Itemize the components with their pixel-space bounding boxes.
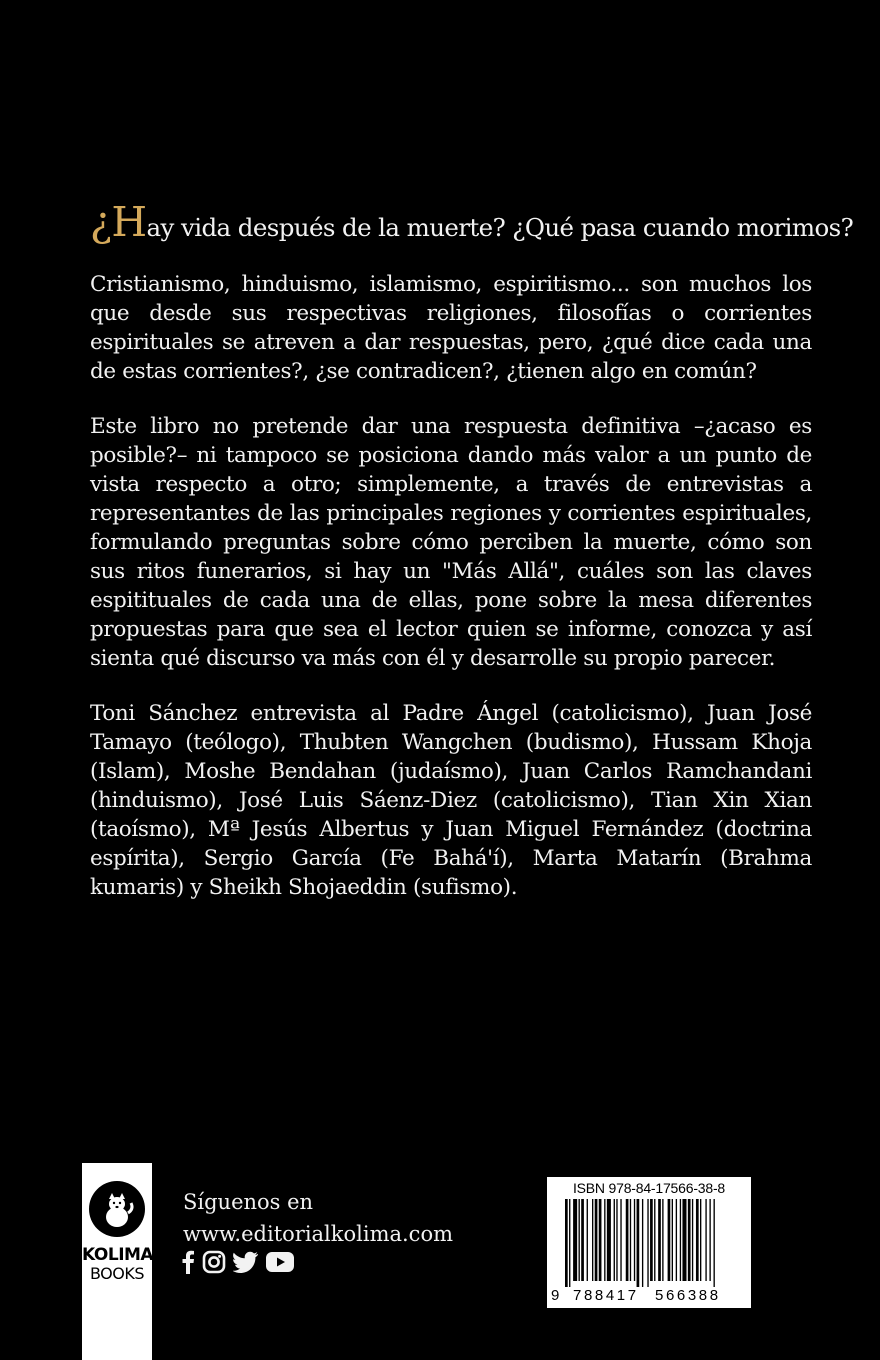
barcode-bar [642, 1199, 643, 1287]
barcode-bars [565, 1199, 735, 1287]
barcode-bar [647, 1199, 648, 1287]
barcode-bar [614, 1199, 615, 1281]
barcode-bar [637, 1199, 640, 1287]
instagram-icon[interactable] [202, 1250, 226, 1278]
kolima-books-logo [82, 1163, 152, 1360]
logo-text-kolima: KOLIMA [82, 1245, 154, 1265]
barcode-bar [595, 1199, 598, 1281]
barcode-bar [573, 1199, 577, 1281]
barcode-bar [662, 1199, 663, 1281]
barcode-bar [607, 1199, 611, 1281]
barcode-bar [676, 1199, 677, 1281]
barcode-bar [700, 1199, 701, 1281]
youtube-icon[interactable] [266, 1252, 294, 1276]
barcode-bar [604, 1199, 605, 1281]
barcode-bar [714, 1199, 715, 1287]
barcode-bar [579, 1199, 580, 1281]
barcode-bar [654, 1199, 655, 1281]
paragraph-religions: Cristianismo, hinduismo, islamismo, espiritismo... son muchos los que desde sus respectivas religiones, filosofías o corrientes espirituales se atreven a dar respuestas, pero, ¿qué dice cada una de estas corrientes?, ¿se contradicen?, ¿tienen algo en común? [90, 272, 812, 384]
barcode-bar [581, 1199, 584, 1281]
barcode-digit-first: 9 [551, 1287, 560, 1304]
barcode-bar [634, 1199, 635, 1281]
barcode-bar [599, 1199, 602, 1281]
follow-us-block [183, 1189, 453, 1248]
barcode-bar [688, 1199, 691, 1281]
barcode-bar [616, 1199, 617, 1281]
drop-cap: ¿H [90, 198, 147, 246]
follow-label: Síguenos en [183, 1190, 314, 1214]
social-icons [181, 1251, 294, 1277]
barcode-bar [682, 1199, 686, 1281]
barcode-digits-left: 788417 [573, 1287, 639, 1304]
lead-question [90, 198, 854, 246]
barcode-bar [626, 1199, 629, 1281]
barcode-bar [630, 1199, 631, 1281]
isbn-barcode [547, 1177, 751, 1308]
barcode-bar [565, 1199, 568, 1287]
paragraph-book-purpose: Este libro no pretende dar una respuesta definitiva –¿acaso es posible?– ni tampoco se posiciona dando más valor a un punto de vista respecto a otro; simplemente, a través de entrevistas a representantes de las principales regiones y corrientes espirituales, formulando preguntas sobre cómo perciben la muerte, cómo son sus ritos funerarios, si hay un "Más Allá", cuáles son las claves espitituales de cada una de ellas, pone sobre la mesa diferentes propuestas para que sea el lector quien se informe, conozca y así sienta qué discurso va más con él y desarrolle su propio parecer. [90, 414, 812, 671]
barcode-bar [692, 1199, 693, 1281]
barcode-bar [592, 1199, 593, 1281]
barcode-bar [668, 1199, 671, 1281]
barcode-bar [696, 1199, 699, 1281]
dog-icon [89, 1181, 145, 1237]
barcode-bar [650, 1199, 653, 1281]
barcode-bar [705, 1199, 706, 1281]
barcode-bar [620, 1199, 621, 1281]
logo-text-books: BOOKS [89, 1264, 145, 1283]
back-cover-blurb [90, 198, 854, 928]
isbn-label: ISBN 978-84-17566-38-8 [572, 1180, 726, 1196]
barcode-bar [569, 1199, 570, 1287]
barcode-bar [587, 1199, 588, 1281]
barcode-bar [709, 1199, 710, 1281]
barcode-bar [672, 1199, 673, 1281]
barcode-bar [680, 1199, 681, 1281]
barcode-bar [658, 1199, 661, 1281]
facebook-icon[interactable] [181, 1250, 195, 1278]
twitter-icon[interactable] [233, 1251, 259, 1277]
paragraph-interviewees: Toni Sánchez entrevista al Padre Ángel (catolicismo), Juan José Tamayo (teólogo), Thubten Wangchen (budismo), Hussam Khoja (Islam), Moshe Bendahan (judaísmo), Juan Carlos Ramchandani (hinduismo), José Luis Sáenz-Diez (catolicismo), Tian Xin Xian (taoísmo), Mª Jesús Albertus y Juan Miguel Fernández (doctrina espírita), Sergio García (Fe Bahá'í), Marta Matarín (Brahma kumaris) y Sheikh Shojaeddin (sufismo). [90, 701, 812, 900]
lead-question-text: ay vida después de la muerte? ¿Qué pasa cuando morimos? [146, 213, 854, 242]
website-link[interactable]: www.editorialkolima.com [183, 1222, 453, 1246]
barcode-digits-right: 566388 [655, 1287, 721, 1304]
